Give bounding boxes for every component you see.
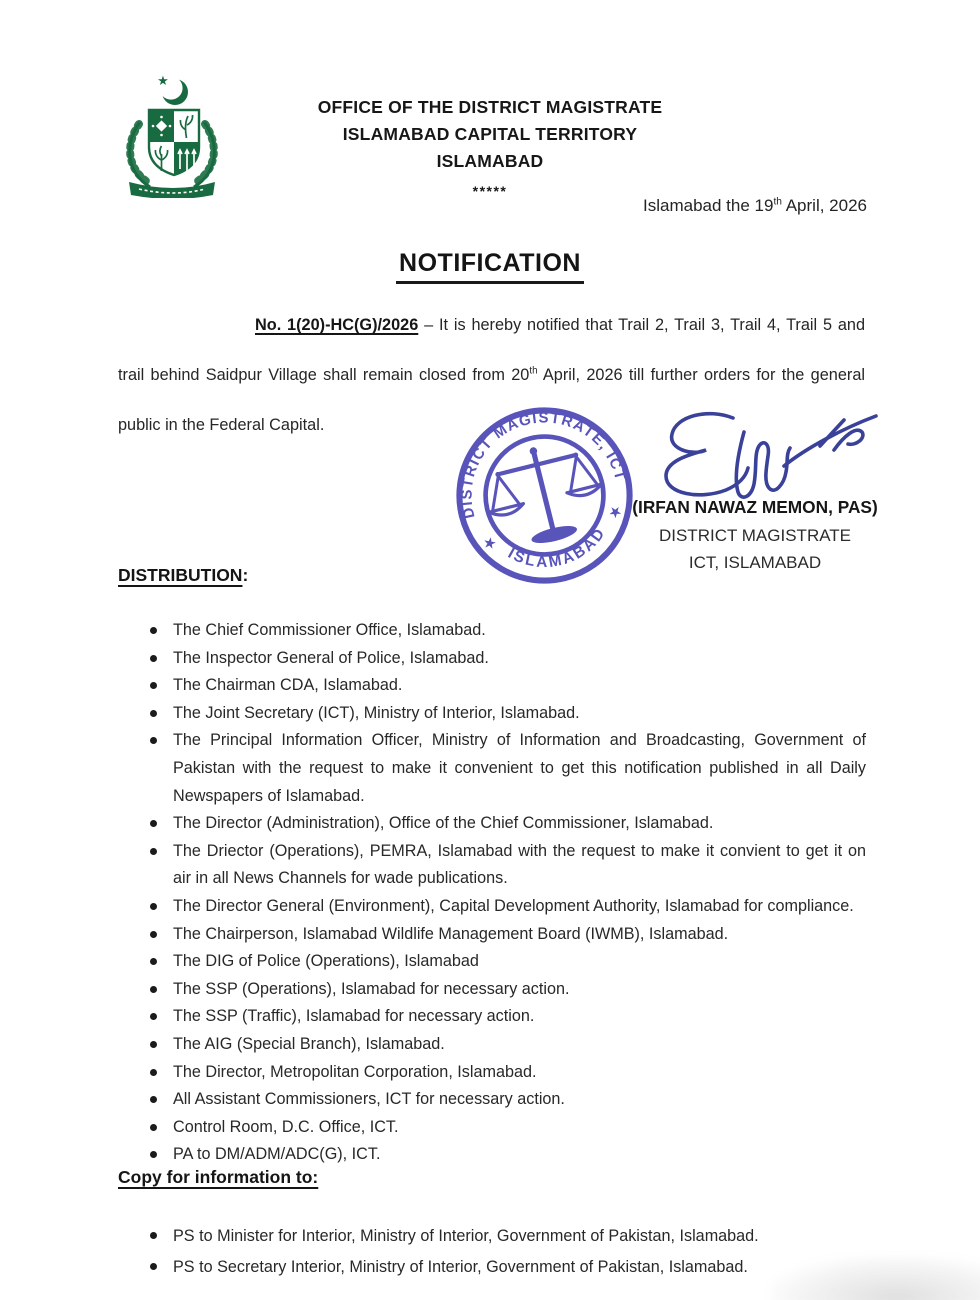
office-line-2: ISLAMABAD CAPITAL TERRITORY	[342, 124, 638, 144]
distribution-list-item	[150, 645, 866, 673]
handwritten-signature-icon	[648, 406, 883, 504]
date-ordinal-suffix: th	[773, 196, 782, 208]
bullet-icon	[150, 958, 157, 965]
copy-info-list	[150, 1221, 866, 1282]
body-text-segment-2: April, 2026 till further orders for the general public in the Federal Capital.	[118, 366, 865, 434]
bullet-icon	[150, 986, 157, 993]
distribution-list	[150, 617, 866, 1169]
date-text: Islamabad the 19	[643, 196, 774, 215]
district-magistrate-stamp-icon	[451, 402, 638, 589]
bullet-icon	[150, 682, 157, 689]
list-item-text: The Director (Administration), Office of the Chief Commissioner, Islamabad.	[173, 814, 714, 833]
office-line-3: ISLAMABAD	[436, 151, 544, 171]
bullet-icon	[150, 848, 157, 855]
stamp-top-text: DISTRICT MAGISTRATE, ICT	[458, 409, 629, 521]
bullet-icon	[150, 1069, 157, 1076]
bullet-icon	[150, 820, 157, 827]
list-item-text: PA to DM/ADM/ADC(G), ICT.	[173, 1145, 381, 1164]
bullet-icon	[150, 1124, 157, 1131]
distribution-list-item	[150, 976, 866, 1004]
list-item-text: The SSP (Operations), Islamabad for necessary action.	[173, 979, 570, 998]
distribution-heading-colon: :	[242, 565, 249, 585]
signature-stroke	[666, 414, 876, 497]
bullet-icon	[150, 710, 157, 717]
list-item-text: PS to Secretary Interior, Ministry of Interior, Government of Pakistan, Islamabad.	[173, 1257, 748, 1276]
list-item-text: The SSP (Traffic), Islamabad for necessary action.	[173, 1007, 535, 1026]
bullet-icon	[150, 931, 157, 938]
scan-smudge-artifact	[770, 1256, 980, 1300]
list-item-text: The Chief Commissioner Office, Islamabad.	[173, 621, 486, 639]
reference-number: No. 1(20)-HC(G)/2026	[255, 316, 419, 334]
date-text-rest: April, 2026	[781, 196, 867, 215]
body-ordinal-suffix: th	[529, 365, 538, 377]
list-item-text: The Inspector General of Police, Islamabad.	[173, 648, 489, 667]
list-item-text: All Assistant Commissioners, ICT for necessary action.	[173, 1090, 565, 1109]
svg-text:★: ★	[157, 73, 169, 88]
bullet-icon	[150, 1096, 157, 1103]
separator-stars: *****	[472, 183, 508, 199]
list-item-text: The Joint Secretary (ICT), Ministry of Interior, Islamabad.	[173, 703, 580, 722]
distribution-heading	[118, 565, 248, 586]
distribution-list-item	[150, 1086, 866, 1114]
bullet-icon	[150, 627, 157, 634]
list-item-text: The Director General (Environment), Capital Development Authority, Islamabad for compliance.	[173, 896, 854, 915]
stamp-bottom-text: ISLAMABAD	[505, 524, 610, 572]
distribution-list-item	[150, 1031, 866, 1059]
list-item-text: The AIG (Special Branch), Islamabad.	[173, 1034, 445, 1053]
signature-block	[618, 494, 892, 577]
bullet-icon	[150, 1013, 157, 1020]
copy-for-information-heading	[118, 1167, 318, 1188]
bullet-icon	[150, 1263, 157, 1270]
distribution-list-item	[150, 838, 866, 893]
bullet-icon	[150, 1041, 157, 1048]
copy-info-list-item	[150, 1221, 866, 1252]
distribution-list-item	[150, 617, 866, 645]
distribution-list-item	[150, 1059, 866, 1087]
list-item-text: The Chairman CDA, Islamabad.	[173, 676, 403, 695]
bullet-icon	[150, 1151, 157, 1158]
distribution-list-item	[150, 1141, 866, 1169]
distribution-list-item	[150, 921, 866, 949]
bullet-icon	[150, 903, 157, 910]
distribution-list-item	[150, 893, 866, 921]
distribution-heading-text: DISTRIBUTION	[118, 565, 243, 585]
list-item-text: The DIG of Police (Operations), Islamabad	[173, 952, 479, 971]
copy-info-list-item	[150, 1252, 866, 1283]
bullet-icon	[150, 1232, 157, 1239]
office-line-1: OFFICE OF THE DISTRICT MAGISTRATE	[317, 97, 663, 117]
distribution-list-item	[150, 672, 866, 700]
distribution-list-item	[150, 810, 866, 838]
distribution-list-item	[150, 948, 866, 976]
list-item-text: The Principal Information Officer, Ministry of Information and Broadcasting, Government of Pakistan with the request to make it convenient to get this notification published in all Daily Newspapers of Islamabad.	[173, 731, 866, 805]
list-item-text: Control Room, D.C. Office, ICT.	[173, 1117, 399, 1136]
bullet-icon	[150, 655, 157, 662]
body-text-segment: – It is hereby notified that Trail 2, Trail 3, Trail 4, Trail 5 and trail behind Saidpur Village shall remain closed from 20	[118, 316, 865, 384]
title-row	[0, 249, 980, 284]
list-item-text: PS to Minister for Interior, Ministry of Interior, Government of Pakistan, Islamabad.	[173, 1227, 759, 1245]
notification-title: NOTIFICATION	[396, 249, 584, 284]
date-line	[643, 196, 867, 216]
stamp-star-right-icon: ★	[605, 502, 625, 522]
distribution-list-item	[150, 1114, 866, 1142]
copy-heading-text: Copy for information to:	[118, 1167, 319, 1187]
stamp-star-left-icon: ★	[482, 534, 497, 552]
list-item-text: The Chairperson, Islamabad Wildlife Management Board (IWMB), Islamabad.	[173, 924, 729, 943]
signer-name: (IRFAN NAWAZ MEMON, PAS)	[632, 497, 878, 517]
distribution-list-item	[150, 727, 866, 810]
bullet-icon	[150, 737, 157, 744]
list-item-text: The Driector (Operations), PEMRA, Islamabad with the request to make it convient to get it on air in all News Channels for wade publications.	[173, 841, 866, 888]
distribution-list-item	[150, 1003, 866, 1031]
list-item-text: The Director, Metropolitan Corporation, Islamabad.	[173, 1062, 537, 1081]
distribution-list-item	[150, 700, 866, 728]
signer-title: DISTRICT MAGISTRATE	[658, 525, 852, 545]
signer-org: ICT, ISLAMABAD	[688, 553, 822, 572]
